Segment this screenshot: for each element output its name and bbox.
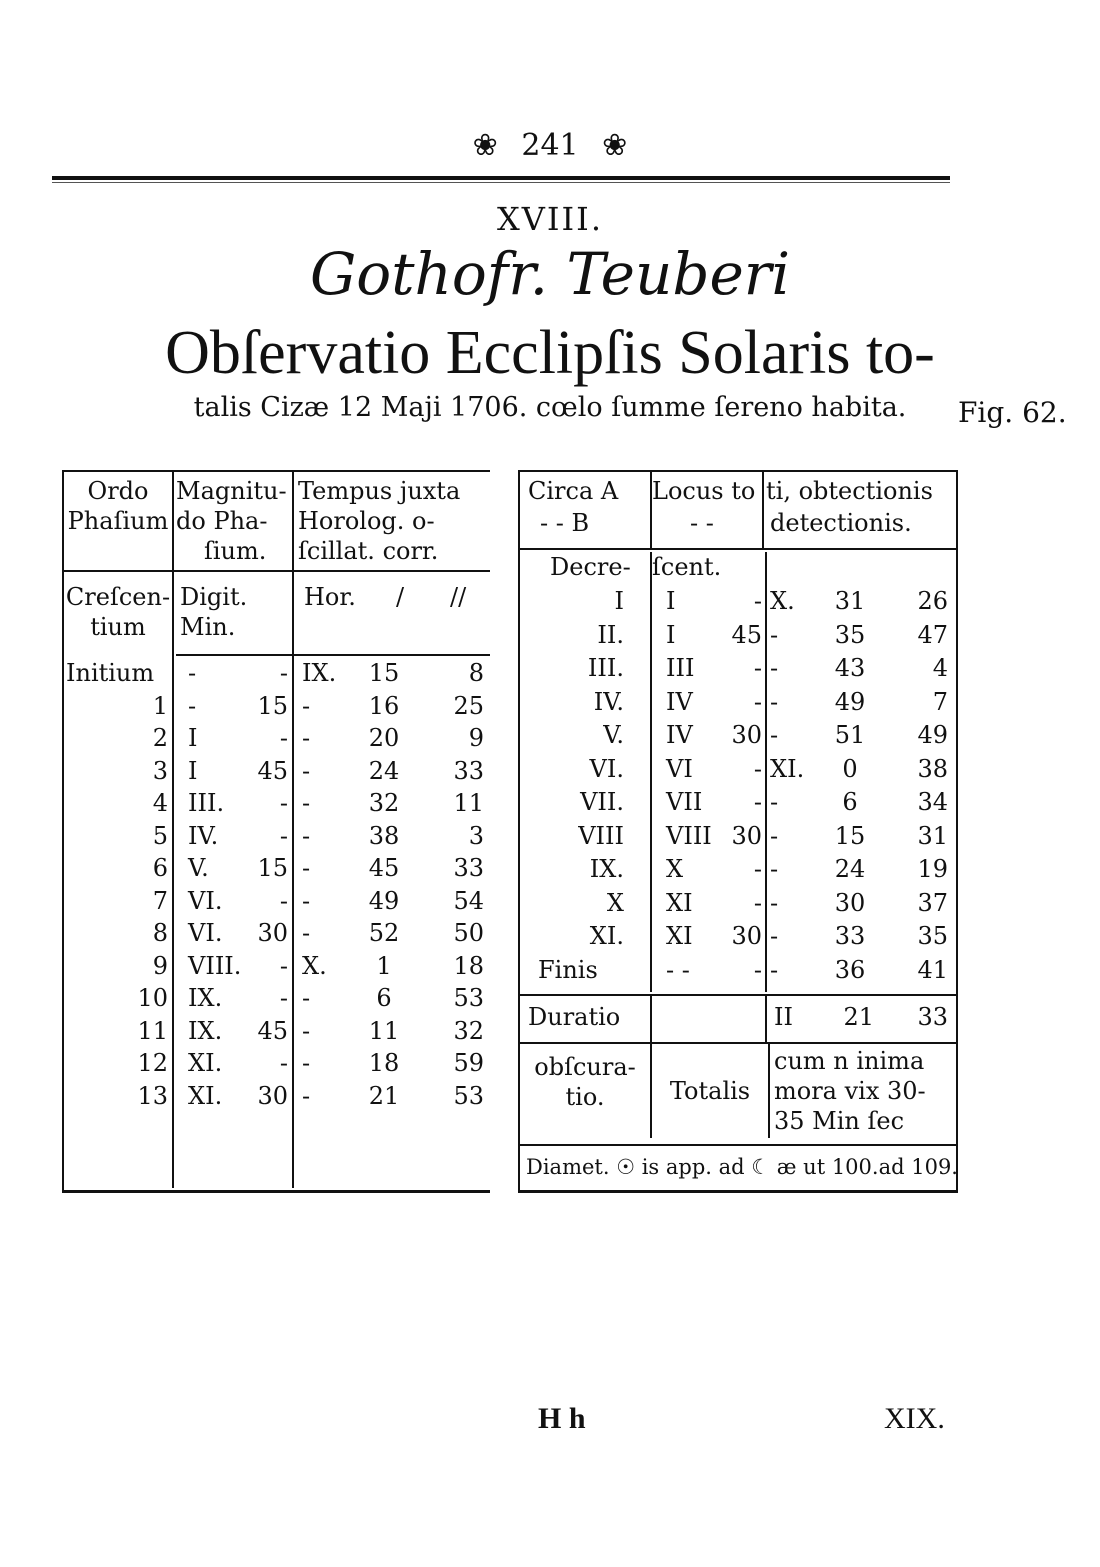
header-ordo-line2: Phaſium xyxy=(67,507,169,535)
duratio-seconds: 33 xyxy=(917,1003,948,1031)
left-row-digit: - xyxy=(188,691,197,720)
left-row-minute: 52 xyxy=(368,919,400,947)
left-row-second: 18 xyxy=(453,951,484,980)
right-row-second: 26 xyxy=(917,587,948,615)
left-row-minute: 24 xyxy=(368,756,400,785)
right-row-minute: 43 xyxy=(834,654,866,682)
header-dashes: - - xyxy=(690,509,714,537)
right-row-hour: - xyxy=(770,888,779,917)
obscuratio-label-line2: tio. xyxy=(565,1083,605,1111)
right-row-ordo: V. xyxy=(603,721,624,749)
right-row-minute: 0 xyxy=(842,754,858,783)
right-row-digit: VI xyxy=(666,754,693,783)
right-row-minute: 30 xyxy=(834,888,866,917)
left-row-second: 9 xyxy=(468,724,484,752)
left-row-min: - xyxy=(279,821,288,850)
header-obtectionis: ti, obtectionis xyxy=(766,477,933,505)
right-row-hour: - xyxy=(770,788,779,816)
left-row-minute: 32 xyxy=(368,789,400,817)
left-row-ordo: 12 xyxy=(137,1049,168,1077)
right-row-min: 30 xyxy=(731,721,762,749)
left-row-min: 45 xyxy=(257,756,288,785)
ornament-right-icon: ❀ xyxy=(602,128,628,163)
obscuratio-note-line3: 35 Min ſec xyxy=(774,1107,905,1135)
left-row-second: 25 xyxy=(453,691,484,720)
left-row-digit: XI. xyxy=(188,1081,223,1110)
right-row-digit: IV xyxy=(666,721,693,749)
left-row-min: 30 xyxy=(257,919,288,947)
left-row-digit: IX. xyxy=(188,984,223,1012)
header-magnitudo-line1: Magnitu- xyxy=(176,477,287,505)
right-row-ordo: VII. xyxy=(580,788,624,816)
left-row-minute: 18 xyxy=(368,1049,400,1077)
right-row-min: - xyxy=(753,788,762,816)
right-row-second: 35 xyxy=(917,922,948,950)
right-row-hour: - xyxy=(770,654,779,682)
header-b: - - B xyxy=(540,509,590,537)
right-row-hour: - xyxy=(770,922,779,950)
ornament-left-icon: ❀ xyxy=(472,128,498,163)
right-row-second: 4 xyxy=(932,654,948,682)
right-row-second: 47 xyxy=(917,620,948,649)
left-row-digit: XI. xyxy=(188,1049,223,1077)
left-row-ordo: 10 xyxy=(137,984,168,1012)
right-row-minute: 36 xyxy=(834,955,866,984)
right-row-minute: 24 xyxy=(834,855,866,883)
right-row-min: 30 xyxy=(731,922,762,950)
left-row-second: 50 xyxy=(453,919,484,947)
left-row-second: 3 xyxy=(468,821,484,850)
right-row-digit: I xyxy=(666,587,676,615)
header-circa: Circa A xyxy=(528,477,619,505)
right-row-digit: VIII xyxy=(666,821,712,850)
left-row-min: 15 xyxy=(257,854,288,882)
subheader-minute-mark: / xyxy=(396,583,405,611)
left-row-digit: I xyxy=(188,756,198,785)
right-row-digit: XI xyxy=(666,922,693,950)
right-row-digit: X xyxy=(666,855,684,883)
right-row-digit: - - xyxy=(666,955,690,984)
left-row-hour: - xyxy=(302,886,311,915)
left-row-min: - xyxy=(279,984,288,1012)
subheader-min: Min. xyxy=(180,613,236,641)
right-row-ordo: XI. xyxy=(589,922,624,950)
right-row-hour: - xyxy=(770,855,779,883)
subheader-crescentium-line2: tium xyxy=(90,613,146,641)
right-row-min: 45 xyxy=(731,620,762,649)
left-row-digit: V. xyxy=(188,854,209,882)
left-row-ordo: 9 xyxy=(152,951,168,980)
catchword: XIX. xyxy=(884,1402,945,1435)
left-row-second: 59 xyxy=(453,1049,484,1077)
right-table xyxy=(518,470,958,1193)
left-row-hour: - xyxy=(302,691,311,720)
left-row-hour: - xyxy=(302,724,311,752)
right-row-second: 19 xyxy=(917,855,948,883)
header-tempus-line1: Tempus juxta xyxy=(298,477,461,505)
subheader-crescentium-line1: Creſcen- xyxy=(65,583,171,611)
left-row-ordo: 8 xyxy=(152,919,168,947)
page-header xyxy=(0,128,1100,163)
right-row-min: - xyxy=(753,654,762,682)
duratio-hours: II xyxy=(774,1003,793,1031)
obscuratio-note-line2: mora vix 30- xyxy=(774,1077,926,1105)
left-row-digit: VIII. xyxy=(188,951,242,980)
left-row-second: 32 xyxy=(453,1016,484,1045)
left-row-second: 33 xyxy=(453,854,484,882)
right-row-min: - xyxy=(753,888,762,917)
right-row-hour: - xyxy=(770,721,779,749)
subheader-scent: ſcent. xyxy=(652,553,722,581)
left-row-digit: I xyxy=(188,724,198,752)
left-row-min: - xyxy=(279,951,288,980)
left-row-hour: IX. xyxy=(302,659,337,687)
right-row-second: 7 xyxy=(932,687,948,716)
left-row-minute: 38 xyxy=(368,821,400,850)
obscuratio-label-line1: obſcura- xyxy=(534,1053,636,1081)
left-row-digit: VI. xyxy=(188,919,223,947)
right-row-second: 49 xyxy=(917,721,948,749)
left-row-hour: - xyxy=(302,756,311,785)
right-row-hour: XI. xyxy=(770,754,805,783)
author-name: Gothofr. Teuberi xyxy=(309,240,791,308)
left-table xyxy=(62,470,490,1193)
left-row-minute: 21 xyxy=(368,1081,400,1110)
left-row-min: 15 xyxy=(257,691,288,720)
header-locus: Locus to xyxy=(652,477,756,505)
left-row-hour: - xyxy=(302,1016,311,1045)
header-rule xyxy=(52,176,950,180)
left-row-second: 33 xyxy=(453,756,484,785)
left-row-digit: III. xyxy=(188,789,225,817)
left-row-minute: 15 xyxy=(368,659,400,687)
left-row-hour: - xyxy=(302,1049,311,1077)
right-row-hour: - xyxy=(770,821,779,850)
left-row-second: 53 xyxy=(453,984,484,1012)
right-row-digit: XI xyxy=(666,888,693,917)
left-row-digit: IV. xyxy=(188,821,219,850)
header-tempus-line3: ſcillat. corr. xyxy=(298,537,439,565)
header-magnitudo-line3: ſium. xyxy=(204,537,267,565)
right-row-digit: I xyxy=(666,620,676,649)
left-row-minute: 1 xyxy=(376,951,392,980)
right-row-ordo: VIII xyxy=(578,821,624,850)
right-row-hour: X. xyxy=(770,587,795,615)
left-row-minute: 45 xyxy=(368,854,400,882)
left-row-minute: 6 xyxy=(376,984,392,1012)
right-row-second: 41 xyxy=(917,955,948,984)
right-row-minute: 51 xyxy=(834,721,866,749)
left-row-ordo: Initium xyxy=(66,659,155,687)
right-row-min: - xyxy=(753,687,762,716)
subheader-second-mark: // xyxy=(450,583,467,611)
right-row-ordo: Finis xyxy=(538,955,598,984)
left-row-ordo: 3 xyxy=(152,756,168,785)
left-row-ordo: 13 xyxy=(137,1081,168,1110)
left-row-min: - xyxy=(279,724,288,752)
right-row-digit: IV xyxy=(666,687,693,716)
right-row-minute: 49 xyxy=(834,687,866,716)
left-row-min: - xyxy=(279,659,288,687)
left-row-ordo: 1 xyxy=(152,691,168,720)
right-row-min: - xyxy=(753,855,762,883)
left-row-second: 54 xyxy=(453,886,484,915)
left-row-minute: 16 xyxy=(368,691,400,720)
right-row-min: - xyxy=(753,587,762,615)
right-row-ordo: IV. xyxy=(593,687,624,716)
right-row-ordo: I xyxy=(614,587,624,615)
left-row-min: 45 xyxy=(257,1016,288,1045)
left-row-ordo: 7 xyxy=(152,886,168,915)
right-row-minute: 6 xyxy=(842,788,858,816)
left-row-second: 11 xyxy=(453,789,484,817)
header-tempus-line2: Horolog. o- xyxy=(298,507,435,535)
left-row-hour: X. xyxy=(302,951,327,980)
left-row-min: 30 xyxy=(257,1081,288,1110)
right-row-ordo: III. xyxy=(587,654,624,682)
right-row-ordo: II. xyxy=(597,620,624,649)
left-row-hour: - xyxy=(302,854,311,882)
duratio-label: Duratio xyxy=(528,1003,621,1031)
right-row-second: 37 xyxy=(917,888,948,917)
page-subtitle: talis Cizæ 12 Maji 1706. cœlo ſumme ſereno habita. xyxy=(193,392,907,423)
left-row-ordo: 6 xyxy=(152,854,168,882)
subheader-decre: Decre- xyxy=(550,553,631,581)
section-number: XVIII. xyxy=(497,200,603,238)
left-row-second: 53 xyxy=(453,1081,484,1110)
right-row-ordo: VI. xyxy=(589,754,624,783)
right-row-minute: 31 xyxy=(834,587,866,615)
left-row-min: - xyxy=(279,789,288,817)
subheader-digit: Digit. xyxy=(180,583,248,611)
right-row-hour: - xyxy=(770,620,779,649)
page-number: 241 xyxy=(521,128,579,163)
left-row-minute: 11 xyxy=(368,1016,400,1045)
header-detectionis: detectionis. xyxy=(770,509,912,537)
left-row-digit: IX. xyxy=(188,1016,223,1045)
right-row-hour: - xyxy=(770,955,779,984)
header-magnitudo-line2: do Pha- xyxy=(176,507,268,535)
left-row-ordo: 11 xyxy=(137,1016,168,1045)
right-row-second: 38 xyxy=(917,754,948,783)
header-ordo-line1: Ordo xyxy=(87,477,149,505)
duratio-minutes: 21 xyxy=(843,1003,874,1031)
right-row-minute: 35 xyxy=(834,620,866,649)
right-row-hour: - xyxy=(770,687,779,716)
left-row-ordo: 4 xyxy=(152,789,168,817)
obscuratio-note-line1: cum n inima xyxy=(774,1047,925,1075)
right-row-second: 34 xyxy=(917,788,948,816)
left-row-second: 8 xyxy=(468,659,484,687)
right-row-min: - xyxy=(753,754,762,783)
left-row-hour: - xyxy=(302,1081,311,1110)
left-row-ordo: 5 xyxy=(152,821,168,850)
right-row-min: 30 xyxy=(731,821,762,850)
right-row-ordo: X xyxy=(606,888,624,917)
diameter-note: Diamet. ☉ is app. ad ☾ æ ut 100.ad 109. xyxy=(526,1155,958,1179)
right-row-minute: 15 xyxy=(834,821,866,850)
left-row-hour: - xyxy=(302,789,311,817)
left-row-hour: - xyxy=(302,984,311,1012)
signature-mark: H h xyxy=(538,1402,586,1435)
right-row-digit: VII xyxy=(666,788,703,816)
right-row-ordo: IX. xyxy=(589,855,624,883)
left-row-digit: VI. xyxy=(188,886,223,915)
right-row-minute: 33 xyxy=(834,922,866,950)
left-row-min: - xyxy=(279,1049,288,1077)
right-row-digit: III xyxy=(666,654,695,682)
figure-reference: Fig. 62. xyxy=(958,396,1067,429)
page-title: Obſervatio Ecclipſis Solaris to- xyxy=(165,319,935,387)
left-row-hour: - xyxy=(302,919,311,947)
left-row-min: - xyxy=(279,886,288,915)
left-row-ordo: 2 xyxy=(152,724,168,752)
left-row-minute: 49 xyxy=(368,886,400,915)
left-row-minute: 20 xyxy=(368,724,400,752)
left-row-hour: - xyxy=(302,821,311,850)
right-row-second: 31 xyxy=(917,821,948,850)
right-row-min: - xyxy=(753,955,762,984)
left-row-digit: - xyxy=(188,659,197,687)
subheader-hor: Hor. xyxy=(304,583,356,611)
obscuratio-totalis: Totalis xyxy=(669,1077,751,1105)
